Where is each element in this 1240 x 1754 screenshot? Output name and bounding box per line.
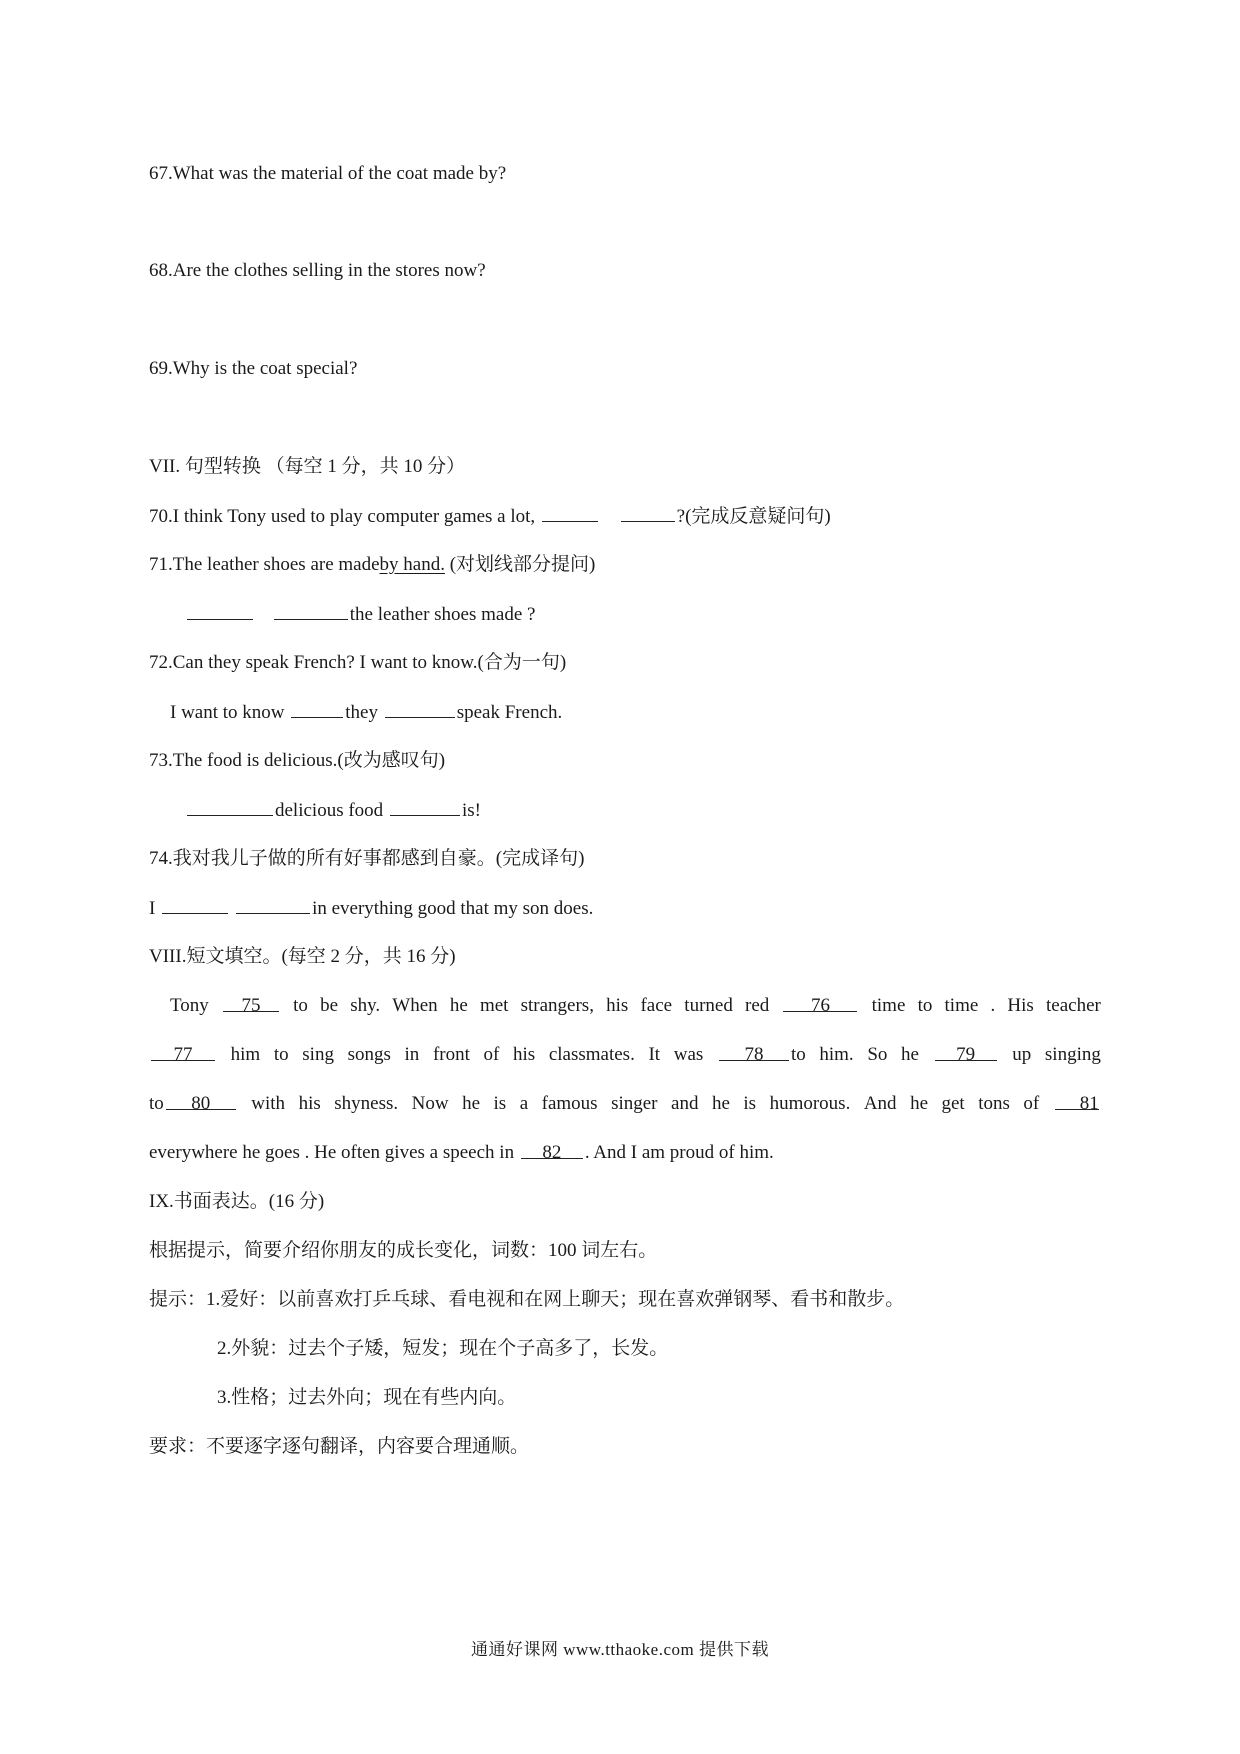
- passage-word: singing: [1044, 1044, 1101, 1065]
- q70-text: 70.I think Tony used to play computer games a lot,: [149, 506, 536, 527]
- passage-word: is: [743, 1093, 757, 1114]
- blank-81: 81: [1055, 1092, 1099, 1110]
- passage-word: to: [149, 1093, 164, 1114]
- writing-hint-1: 提示：1.爱好：以前喜欢打乒乓球、看电视和在网上聊天；现在喜欢弹钢琴、看书和散步。: [149, 1289, 905, 1310]
- page-footer: 通通好课网 www.tthaoke.com 提供下载: [470, 1640, 770, 1659]
- blank-78: 78: [719, 1043, 789, 1061]
- passage-word: songs: [347, 1044, 391, 1065]
- passage-word: face: [640, 995, 673, 1016]
- passage-text: . And I am proud of him.: [584, 1142, 774, 1163]
- writing-hint-3: 3.性格；过去外向；现在有些内向。: [217, 1387, 517, 1408]
- passage-word: to: [273, 1044, 289, 1065]
- question-74-answer: [149, 896, 593, 921]
- passage-word: front: [432, 1044, 470, 1065]
- q72-blank-1: [291, 700, 343, 718]
- q72-part-b: they: [345, 702, 383, 723]
- passage-word: time: [871, 995, 906, 1016]
- passage-word: he: [449, 995, 468, 1016]
- passage-word: shy.: [350, 995, 381, 1016]
- q71-blank-1: [187, 602, 253, 620]
- q72-part-c: speak French.: [456, 702, 563, 723]
- passage-line-3: [149, 1092, 1101, 1116]
- question-68: 68.Are the clothes selling in the stores now?: [149, 260, 486, 281]
- passage-word: to: [790, 1044, 806, 1065]
- passage-line-4: [149, 1141, 774, 1165]
- q70-blank-1: [542, 504, 598, 522]
- passage-word: famous: [541, 1093, 598, 1114]
- passage-word: strangers,: [520, 995, 594, 1016]
- passage-word: him: [230, 1044, 261, 1065]
- question-73-answer: [185, 798, 481, 823]
- passage-word: his: [298, 1093, 321, 1114]
- passage-word: Now: [411, 1093, 449, 1114]
- writing-requirement: 要求：不要逐字逐句翻译，内容要合理通顺。: [149, 1436, 530, 1457]
- blank-75: 75: [223, 994, 279, 1012]
- passage-word: Tony: [170, 995, 209, 1016]
- passage-word: be: [320, 995, 339, 1016]
- passage-word: to: [293, 995, 308, 1016]
- passage-word: time: [944, 995, 979, 1016]
- passage-word: classmates.: [548, 1044, 635, 1065]
- writing-hint-2: 2.外貌：过去个子矮，短发；现在个子高多了，长发。: [217, 1338, 669, 1359]
- q72-part-a: I want to know: [170, 702, 290, 723]
- passage-word: shyness.: [334, 1093, 399, 1114]
- passage-word: teacher: [1045, 995, 1101, 1016]
- passage-word: red: [745, 995, 770, 1016]
- passage-word: met: [479, 995, 509, 1016]
- passage-word: up: [1012, 1044, 1032, 1065]
- q71-blank-2: [274, 602, 348, 620]
- passage-word: It: [648, 1044, 661, 1065]
- passage-word: he: [901, 1044, 919, 1065]
- q71-underlined: by hand.: [379, 554, 445, 575]
- question-72-answer: [170, 700, 562, 725]
- passage-word: he: [910, 1093, 928, 1114]
- question-71-answer: [185, 602, 535, 627]
- passage-word: with: [251, 1093, 286, 1114]
- q74-blank-1: [162, 896, 228, 914]
- q72-blank-2: [385, 700, 455, 718]
- section-8-heading: VIII.短文填空。(每空 2 分，共 16 分): [149, 946, 456, 967]
- passage-word: to: [917, 995, 933, 1016]
- passage-word: And: [863, 1093, 897, 1114]
- passage-word: of: [483, 1044, 500, 1065]
- passage-word: tons: [978, 1093, 1010, 1114]
- passage-word: and: [671, 1093, 699, 1114]
- passage-word: sing: [302, 1044, 334, 1065]
- question-69: 69.Why is the coat special?: [149, 358, 358, 379]
- question-73: 73.The food is delicious.(改为感叹句): [149, 750, 446, 771]
- passage-word: turned: [684, 995, 733, 1016]
- passage-word: humorous.: [769, 1093, 851, 1114]
- passage-word: .: [990, 995, 996, 1016]
- section-9-heading: IX.书面表达。(16 分): [149, 1191, 325, 1212]
- passage-word: When: [392, 995, 438, 1016]
- section-7-heading: VII. 句型转换 （每空 1 分，共 10 分）: [149, 456, 466, 477]
- passage-word: is: [493, 1093, 507, 1114]
- q74-blank-2: [236, 896, 310, 914]
- passage-text: everywhere he goes . He often gives a speech in: [149, 1142, 519, 1163]
- passage-word: So: [867, 1044, 888, 1065]
- question-74: 74.我对我儿子做的所有好事都感到自豪。(完成译句): [149, 848, 585, 869]
- question-70: [149, 504, 831, 529]
- q73-blank-1: [187, 798, 273, 816]
- question-71: [149, 553, 595, 577]
- blank-76: 76: [783, 994, 857, 1012]
- question-72: 72.Can they speak French? I want to know.(合为一句): [149, 652, 567, 673]
- q71-answer-tail: the leather shoes made ?: [349, 604, 536, 625]
- q73-part-a: delicious food: [275, 800, 388, 821]
- q74-part-a: I: [149, 898, 161, 919]
- q70-blank-2: [621, 504, 675, 522]
- writing-intro: 根据提示，简要介绍你朋友的成长变化，词数：100 词左右。: [149, 1240, 658, 1261]
- blank-82: 82: [521, 1141, 583, 1159]
- passage-word: a: [519, 1093, 529, 1114]
- passage-word: his: [606, 995, 629, 1016]
- passage-word: singer: [611, 1093, 658, 1114]
- q71-text: 71.The leather shoes are made: [149, 554, 380, 575]
- blank-80: 80: [166, 1092, 236, 1110]
- q70-tail: ?(完成反意疑问句): [676, 506, 831, 527]
- passage-word: he: [711, 1093, 730, 1114]
- passage-line-2: [149, 1043, 1101, 1067]
- blank-79: 79: [935, 1043, 997, 1061]
- q71-tail: (对划线部分提问): [444, 554, 596, 575]
- blank-77: 77: [151, 1043, 215, 1061]
- q74-part-b: in everything good that my son does.: [312, 898, 594, 919]
- passage-word: he: [462, 1093, 481, 1114]
- passage-word: His: [1007, 995, 1034, 1016]
- passage-word: in: [404, 1044, 420, 1065]
- passage-word: was: [673, 1044, 704, 1065]
- passage-word: of: [1023, 1093, 1040, 1114]
- passage-word: get: [941, 1093, 965, 1114]
- question-67: 67.What was the material of the coat made by?: [149, 163, 507, 184]
- passage-line-1: [170, 994, 1101, 1018]
- passage-word: his: [513, 1044, 536, 1065]
- q73-blank-2: [390, 798, 460, 816]
- passage-word: him.: [819, 1044, 854, 1065]
- q73-part-b: is!: [461, 800, 481, 821]
